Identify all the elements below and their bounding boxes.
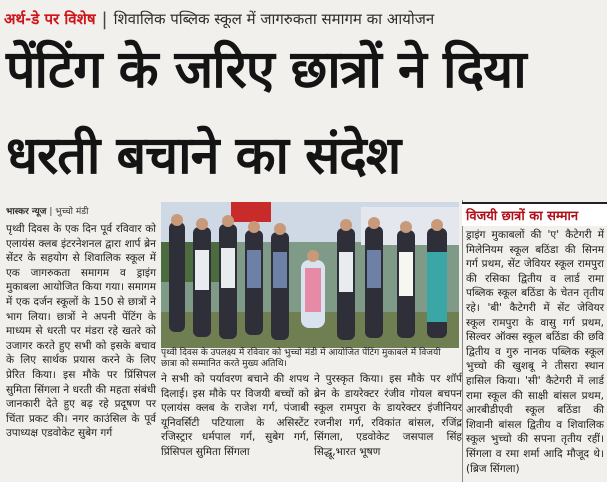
sidebar-text: ड्राइंग मुकाबलों की 'ए' कैटेगरी में मिलेनियम स्कूल बठिंडा की सिनम गर्ग प्रथम, सेंट जेवियर स्कूल रामपुरा की रसिका द्वितीय व लार्ड रामा पब्लिक स्कूल बठिंडा के चेतन तृतीय रहे। 'बी' कैटेगरी में सेंट जेवियर स्कूल रामपुरा के वासु गर्ग प्रथम, सिल्वर ऑक्स स्कूल बठिंडा की छवि द्वितीय व गुरु नानक पब्लिक स्कूल भुच्चो की खुशबू ने तीसरा स्थान हासिल किया। 'सी' कैटेगरी में लार्ड रामा स्कूल की साक्षी बांसल प्रथम, आरबीडीएवी स्कूल बठिंडा की शिवानी बांसल द्वितीय व शिवालिक स्कूल भुच्चो की सपना तृतीय रहीं। सिंगला व रमा शर्मा आदि मौजूद थे। (ब्रिज सिंगला) bbox=[466, 229, 604, 475]
header-separator: | bbox=[101, 8, 108, 30]
article-column-3: ने पुरस्कृत किया। इस मौके पर शॉर्प ब्रेन के डायरेक्टर रंजीव गोयल बचपन स्कूल रामपुरा के डायरेक्टर इंजीनियर रजनीश गर्ग, रविकांत बांसल, रजिंद्र सिंगला, एडवोकेट जसपाल सिंह सिद्धू,भारत भूषण bbox=[314, 373, 462, 458]
photo-caption: पृथ्वी दिवस के उपलक्ष्य में रविवार को भुच्चो मंडी में आयोजित पेंटिंग मुकाबले में विजयी छात्रा को सम्मानित करते मुख्य अतिथि। bbox=[161, 348, 441, 369]
news-photo bbox=[161, 202, 459, 348]
byline-separator: | bbox=[49, 207, 53, 217]
article-column-1: पृथ्वी दिवस के एक दिन पूर्व रविवार को एलायंस क्लब इंटरनेशनल द्वारा शार्प ब्रेन सेंटर के सहयोग से शिवालिक स्कूल में एक जागरुकता समागम व ड्राइंग मुकाबला आयोजित किया गया। समागम में एक दर्जन स्कूलों के 150 से छात्रों ने भाग लिया। छात्रों ने अपनी पेंटिंग के माध्यम से धरती पर मंडरा रहे खतरे को उजागर करते हुए सभी को इसके बचाव के लिए सार्थक प्रयास करने के लिए प्रेरित किया। इस मौके पर प्रिंसिपल सुमिता सिंगला ने धरती की महता संबंधी जानकारी देते हुए बढ़ रहे प्रदूषण पर चिंता प्रकट की। नगर काउंसिल के पूर्व उपाध्यक्ष एडवोकेट सुबेग गर्ग bbox=[6, 223, 156, 440]
byline bbox=[6, 204, 156, 217]
article-column-2: ने सभी को पर्यावरण बचाने की शपथ दिलाई। इस मौके पर विजयी बच्चों को एलायंस क्लब के राजेश गर्ग, पंजाबी यूनिवर्सिटी पटियाला के असिस्टेंट रजिस्ट्रार धर्मपाल गर्ग, सुबेग गर्ग, प्रिंसिपल सुमिता सिंगला bbox=[161, 373, 309, 458]
group-photo-illustration bbox=[161, 202, 459, 348]
sidebar-title: विजयी छात्रों का सम्मान bbox=[462, 202, 607, 226]
section-header bbox=[0, 0, 607, 38]
byline-source: भास्कर न्यूज bbox=[6, 207, 47, 217]
headline bbox=[6, 40, 606, 186]
byline-city: भुच्चो मंडी bbox=[55, 207, 89, 217]
headline-line-2: धरती बचाने का संदेश bbox=[6, 126, 401, 186]
section-kicker: अर्थ-डे पर विशेष bbox=[4, 10, 96, 28]
column-divider bbox=[462, 200, 463, 482]
headline-line-1: पेंटिंग के जरिए छात्रों ने दिया bbox=[6, 40, 526, 100]
subheadline: शिवालिक पब्लिक स्कूल में जागरुकता समागम का आयोजन bbox=[113, 10, 435, 28]
